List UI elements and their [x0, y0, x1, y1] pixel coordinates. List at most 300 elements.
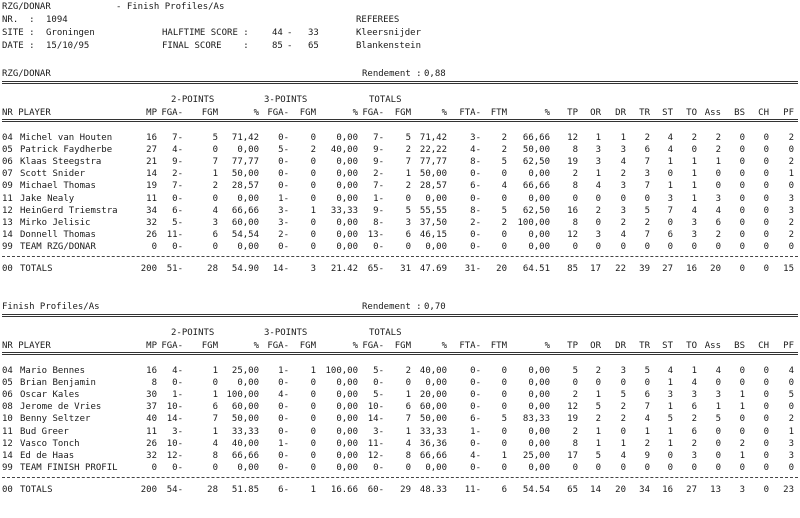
stat-ftp: 0,00 — [528, 230, 550, 240]
group-2-points: 2-POINTS — [171, 328, 215, 338]
stat-dr: 1 — [620, 439, 626, 449]
stat-fgm2: 6 — [212, 230, 218, 240]
stat-fgm: 5 — [405, 206, 411, 216]
stat-or: 0 — [595, 218, 601, 228]
report-subtitle: - Finish Profiles/As — [116, 2, 225, 12]
stat-fgm3: 0 — [310, 439, 316, 449]
stat-fgm: 6 — [405, 402, 411, 412]
header-to: TO — [686, 108, 697, 118]
stat-tr: 7 — [644, 157, 650, 167]
stat-fgm2: 1 — [212, 427, 218, 437]
header-fta: FTA- — [459, 108, 481, 118]
stat-st: 0 — [667, 451, 673, 461]
stat-pct2: 66,66 — [231, 451, 259, 461]
stat-ftp: 0,00 — [528, 378, 550, 388]
stat-ass: 0 — [715, 242, 721, 252]
stat-pct2: 51.85 — [231, 485, 259, 495]
stat-tr: 7 — [644, 230, 650, 240]
stat-st: 7 — [667, 206, 673, 216]
stat-fgm: 5 — [405, 133, 411, 143]
stat-dr: 1 — [620, 133, 626, 143]
group-3-points: 3-POINTS — [264, 95, 308, 105]
header-pct: % — [352, 108, 358, 118]
player-number: 07 — [2, 169, 13, 179]
stat-fga: 7- — [373, 133, 384, 143]
minutes-played: 26 — [146, 439, 157, 449]
stat-st: 3 — [667, 194, 673, 204]
stat-fgm: 0 — [405, 194, 411, 204]
rendement-label: Rendement : — [362, 69, 422, 79]
stat-dr: 3 — [620, 366, 626, 376]
stat-fga2: 2- — [172, 169, 183, 179]
stat-fgm: 7 — [405, 414, 411, 424]
stat-fga2: 11- — [166, 230, 183, 240]
stat-pct: 37,50 — [419, 218, 447, 228]
stat-tp: 0 — [572, 194, 578, 204]
minutes-played: 11 — [146, 427, 157, 437]
stat-ass: 3 — [715, 390, 721, 400]
header-ftm: FTM — [490, 341, 507, 351]
stat-ftp: 0,00 — [528, 169, 550, 179]
stat-pf: 3 — [788, 194, 794, 204]
stat-fgm3: 0 — [310, 242, 316, 252]
stat-or: 2 — [595, 206, 601, 216]
stat-bs: 0 — [739, 194, 745, 204]
stat-ch: 0 — [763, 230, 769, 240]
stat-fgm3: 0 — [310, 378, 316, 388]
stat-fgm3: 0 — [310, 463, 316, 473]
header-dr: DR — [615, 108, 626, 118]
stat-ftm: 0 — [501, 366, 507, 376]
stat-tr: 2 — [644, 218, 650, 228]
stat-fgm: 7 — [405, 157, 411, 167]
header-fgm: FGM — [394, 341, 411, 351]
player-name: Michel van Houten — [20, 133, 113, 143]
stat-or: 5 — [595, 402, 601, 412]
stat-fga2: 7- — [172, 133, 183, 143]
header-ch: CH — [758, 108, 769, 118]
stat-dr: 4 — [620, 157, 626, 167]
stat-ass: 20 — [710, 264, 721, 274]
stat-fta: 0- — [470, 378, 481, 388]
stat-ch: 0 — [763, 463, 769, 473]
totals-divider — [2, 256, 798, 257]
stat-st: 1 — [667, 402, 673, 412]
stat-dr: 0 — [620, 194, 626, 204]
stat-ass: 3 — [715, 194, 721, 204]
stat-tr: 1 — [644, 427, 650, 437]
stat-pct2: 0,00 — [237, 242, 259, 252]
player-name: Donnell Thomas — [20, 230, 96, 240]
stat-fta: 1- — [470, 427, 481, 437]
stat-to: 1 — [691, 181, 697, 191]
stat-fta: 0- — [470, 230, 481, 240]
stat-or: 1 — [595, 169, 601, 179]
stat-st: 1 — [667, 157, 673, 167]
stat-pct3: 0,00 — [336, 181, 358, 191]
stat-ftm: 2 — [501, 145, 507, 155]
stat-tp: 8 — [572, 145, 578, 155]
stat-fga3: 0- — [278, 451, 289, 461]
stat-ftm: 6 — [501, 485, 507, 495]
player-name: Ed de Haas — [20, 451, 75, 461]
stat-st: 4 — [667, 145, 673, 155]
header-fgm: FGM — [201, 108, 218, 118]
stat-fgm2: 1 — [212, 366, 218, 376]
stat-ch: 0 — [763, 181, 769, 191]
stat-or: 3 — [595, 145, 601, 155]
stat-ch: 0 — [763, 439, 769, 449]
stat-fga3: 0- — [278, 463, 289, 473]
stat-st: 1 — [667, 439, 673, 449]
stat-fta: 11- — [464, 485, 481, 495]
player-number: 00 — [2, 264, 13, 274]
stat-ass: 2 — [715, 145, 721, 155]
stat-fgm: 0 — [405, 242, 411, 252]
stat-ftm: 20 — [496, 264, 507, 274]
stat-tr: 9 — [644, 451, 650, 461]
stat-to: 16 — [686, 264, 697, 274]
stat-pf: 5 — [788, 390, 794, 400]
stat-fgm2: 28 — [207, 264, 218, 274]
stat-or: 1 — [595, 390, 601, 400]
stat-tr: 3 — [644, 169, 650, 179]
minutes-played: 37 — [146, 402, 157, 412]
header-fga: FGA- — [267, 108, 289, 118]
stat-fga: 14- — [367, 414, 384, 424]
stat-to: 27 — [686, 485, 697, 495]
player-name: HeinGerd Triemstra — [20, 206, 118, 216]
stat-pct3: 100,00 — [325, 366, 358, 376]
stat-fga3: 0- — [278, 242, 289, 252]
stat-ftp: 0,00 — [528, 194, 550, 204]
stat-or: 2 — [595, 414, 601, 424]
stat-tp: 65 — [567, 485, 578, 495]
stat-fga3: 0- — [278, 402, 289, 412]
rendement-value: 0,88 — [424, 69, 446, 79]
stat-ass: 2 — [715, 230, 721, 240]
stat-fta: 6- — [470, 414, 481, 424]
stat-pct2: 60,00 — [231, 218, 259, 228]
stat-fgm3: 1 — [310, 485, 316, 495]
stat-pct3: 0,00 — [336, 169, 358, 179]
player-number: 14 — [2, 230, 13, 240]
stat-ch: 0 — [763, 218, 769, 228]
stat-fgm3: 0 — [310, 390, 316, 400]
stat-pct3: 33,33 — [330, 206, 358, 216]
group-3-points: 3-POINTS — [264, 328, 308, 338]
site-label: SITE : — [2, 28, 35, 38]
stat-fga2: 10- — [166, 439, 183, 449]
minutes-played: 32 — [146, 451, 157, 461]
minutes-played: 16 — [146, 133, 157, 143]
stat-tp: 19 — [567, 414, 578, 424]
header-ch: CH — [758, 341, 769, 351]
stat-st: 0 — [667, 169, 673, 179]
stat-or: 1 — [595, 427, 601, 437]
stat-pct3: 0,00 — [336, 133, 358, 143]
stat-dr: 4 — [620, 230, 626, 240]
stat-ch: 0 — [763, 414, 769, 424]
stat-to: 3 — [691, 230, 697, 240]
stat-fga: 3- — [373, 427, 384, 437]
group-2-points: 2-POINTS — [171, 95, 215, 105]
stat-dr: 5 — [620, 390, 626, 400]
stat-ass: 6 — [715, 218, 721, 228]
player-name: TEAM FINISH PROFIL — [20, 463, 118, 473]
stat-pct: 77,77 — [419, 157, 447, 167]
stat-ftp: 0,00 — [528, 402, 550, 412]
stat-ftp: 100,00 — [517, 218, 550, 228]
header-pct: % — [352, 341, 358, 351]
stat-pct: 20,00 — [419, 390, 447, 400]
stat-ftm: 0 — [501, 390, 507, 400]
group-totals: TOTALS — [369, 95, 402, 105]
stat-fga: 0- — [373, 378, 384, 388]
stat-fgm3: 1 — [310, 366, 316, 376]
stat-to: 1 — [691, 169, 697, 179]
minutes-played: 0 — [151, 463, 157, 473]
stat-pf: 4 — [788, 366, 794, 376]
stat-fga3: 3- — [278, 206, 289, 216]
header-fga: FGA- — [161, 341, 183, 351]
stat-fga3: 14- — [272, 264, 289, 274]
stat-ftm: 5 — [501, 414, 507, 424]
stat-fga3: 0- — [278, 133, 289, 143]
referee-2: Blankenstein — [356, 41, 422, 51]
player-number: 09 — [2, 181, 13, 191]
stat-tr: 6 — [644, 145, 650, 155]
stat-st: 27 — [662, 264, 673, 274]
player-name: Klaas Steegstra — [20, 157, 102, 167]
stat-fga3: 6- — [278, 485, 289, 495]
stat-pct2: 77,77 — [231, 157, 259, 167]
stat-dr: 3 — [620, 181, 626, 191]
stat-tp: 8 — [572, 439, 578, 449]
header-pct: % — [253, 108, 259, 118]
stat-fgm2: 0 — [212, 463, 218, 473]
stat-fga2: 3- — [172, 427, 183, 437]
stat-ch: 0 — [763, 133, 769, 143]
stat-fta: 0- — [470, 366, 481, 376]
stat-tp: 12 — [567, 402, 578, 412]
stat-fgm2: 4 — [212, 439, 218, 449]
stat-pct: 71,42 — [419, 133, 447, 143]
stat-fga: 9- — [373, 145, 384, 155]
stat-fga2: 1- — [172, 390, 183, 400]
stat-pct: 33,33 — [419, 427, 447, 437]
player-number: 99 — [2, 242, 13, 252]
stat-pct3: 0,00 — [336, 378, 358, 388]
minutes-played: 8 — [151, 378, 157, 388]
player-number: 11 — [2, 194, 13, 204]
stat-fga: 5- — [373, 390, 384, 400]
minutes-played: 11 — [146, 194, 157, 204]
stat-tp: 2 — [572, 169, 578, 179]
header-pct: % — [544, 341, 550, 351]
stat-ftm: 0 — [501, 169, 507, 179]
stat-fgm3: 0 — [310, 133, 316, 143]
stat-pf: 3 — [788, 451, 794, 461]
minutes-played: 26 — [146, 230, 157, 240]
player-number: 10 — [2, 414, 13, 424]
referee-1: Kleersnijder — [356, 28, 422, 38]
stat-bs: 0 — [739, 206, 745, 216]
header-ass: Ass — [704, 341, 721, 351]
stat-ftp: 66,66 — [522, 181, 550, 191]
stat-pct3: 0,00 — [336, 402, 358, 412]
stat-dr: 2 — [620, 218, 626, 228]
stat-ftp: 0,00 — [528, 427, 550, 437]
stat-ftm: 4 — [501, 181, 507, 191]
final-score-label: FINAL SCORE : — [162, 41, 249, 51]
stat-dr: 0 — [620, 242, 626, 252]
stat-to: 1 — [691, 194, 697, 204]
stat-pct3: 0,00 — [336, 451, 358, 461]
stat-fgm2: 6 — [212, 402, 218, 412]
stat-ch: 0 — [763, 169, 769, 179]
stat-ch: 0 — [763, 427, 769, 437]
player-number: 12 — [2, 439, 13, 449]
stat-fga3: 3- — [278, 218, 289, 228]
stat-tr: 7 — [644, 402, 650, 412]
stat-to: 3 — [691, 451, 697, 461]
stat-ftp: 62,50 — [522, 157, 550, 167]
stat-fga: 11- — [367, 439, 384, 449]
stat-ftp: 0,00 — [528, 366, 550, 376]
stat-bs: 0 — [739, 414, 745, 424]
stat-fta: 4- — [470, 451, 481, 461]
rendement-label: Rendement : — [362, 302, 422, 312]
stat-ch: 0 — [763, 378, 769, 388]
stat-pct: 50,00 — [419, 414, 447, 424]
stat-or: 0 — [595, 463, 601, 473]
player-name: Scott Snider — [20, 169, 86, 179]
stat-ftm: 0 — [501, 463, 507, 473]
stat-dr: 20 — [615, 485, 626, 495]
stat-pf: 1 — [788, 169, 794, 179]
stat-tr: 5 — [644, 206, 650, 216]
stat-fta: 8- — [470, 157, 481, 167]
stat-pct3: 0,00 — [336, 439, 358, 449]
stat-pct3: 0,00 — [336, 157, 358, 167]
stat-fgm2: 1 — [212, 169, 218, 179]
stat-fga: 0- — [373, 463, 384, 473]
stat-bs: 0 — [739, 264, 745, 274]
stat-ftm: 5 — [501, 206, 507, 216]
player-number: 06 — [2, 390, 13, 400]
stat-pf: 2 — [788, 218, 794, 228]
stat-ch: 0 — [763, 206, 769, 216]
stat-fga2: 0- — [172, 463, 183, 473]
stat-to: 2 — [691, 414, 697, 424]
stat-bs: 0 — [739, 218, 745, 228]
stat-fgm: 2 — [405, 145, 411, 155]
stat-pct: 66,66 — [419, 451, 447, 461]
stat-fga: 10- — [367, 402, 384, 412]
stat-st: 6 — [667, 230, 673, 240]
player-name: Jerome de Vries — [20, 402, 102, 412]
header-tp: TP — [567, 108, 578, 118]
player-number: 14 — [2, 451, 13, 461]
stat-fga2: 5- — [172, 218, 183, 228]
stat-fga3: 1- — [278, 194, 289, 204]
player-name: Mirko Jelisic — [20, 218, 91, 228]
stat-fta: 4- — [470, 145, 481, 155]
stat-fgm: 4 — [405, 439, 411, 449]
stat-fga: 8- — [373, 218, 384, 228]
header-fgm: FGM — [299, 108, 316, 118]
double-rule — [2, 352, 798, 355]
header-ftm: FTM — [490, 108, 507, 118]
stat-pct3: 0,00 — [336, 194, 358, 204]
stat-pf: 0 — [788, 145, 794, 155]
stat-pct2: 54,54 — [231, 230, 259, 240]
stat-fga2: 9- — [172, 157, 183, 167]
site-value: Groningen — [46, 28, 95, 38]
stat-pct2: 100,00 — [226, 390, 259, 400]
stat-fga2: 54- — [166, 485, 183, 495]
stat-bs: 0 — [739, 427, 745, 437]
stat-ass: 0 — [715, 451, 721, 461]
stat-fgm3: 2 — [310, 145, 316, 155]
stat-st: 0 — [667, 218, 673, 228]
stat-dr: 0 — [620, 427, 626, 437]
stat-fga2: 4- — [172, 145, 183, 155]
stat-pct3: 0,00 — [336, 414, 358, 424]
stat-fga: 5- — [373, 366, 384, 376]
stat-tp: 12 — [567, 133, 578, 143]
stat-fga3: 0- — [278, 378, 289, 388]
minutes-played: 19 — [146, 181, 157, 191]
stat-fga3: 0- — [278, 414, 289, 424]
stat-tr: 0 — [644, 463, 650, 473]
stat-pf: 15 — [783, 264, 794, 274]
header-mp: MP — [146, 108, 157, 118]
stat-tp: 19 — [567, 157, 578, 167]
stat-ass: 4 — [715, 206, 721, 216]
stat-pct2: 50,00 — [231, 414, 259, 424]
stat-to: 0 — [691, 145, 697, 155]
stat-pct2: 0,00 — [237, 145, 259, 155]
stat-fga2: 6- — [172, 206, 183, 216]
stat-pct: 47.69 — [419, 264, 447, 274]
stat-fga: 0- — [373, 242, 384, 252]
stat-fga2: 0- — [172, 194, 183, 204]
stat-st: 3 — [667, 390, 673, 400]
stat-pct: 48.33 — [419, 485, 447, 495]
stat-tp: 0 — [572, 378, 578, 388]
stat-or: 3 — [595, 157, 601, 167]
stat-pf: 0 — [788, 242, 794, 252]
stat-fgm2: 8 — [212, 451, 218, 461]
stat-dr: 0 — [620, 463, 626, 473]
stat-to: 2 — [691, 439, 697, 449]
stat-or: 0 — [595, 194, 601, 204]
stat-dr: 2 — [620, 414, 626, 424]
stat-tp: 0 — [572, 242, 578, 252]
stat-st: 16 — [662, 485, 673, 495]
stat-pct2: 28,57 — [231, 181, 259, 191]
stat-tr: 0 — [644, 242, 650, 252]
header-nr-player: NR PLAYER — [2, 341, 51, 351]
header-ass: Ass — [704, 108, 721, 118]
stat-bs: 0 — [739, 133, 745, 143]
header-or: OR — [590, 341, 601, 351]
stat-pct: 0,00 — [425, 378, 447, 388]
player-name: Brian Benjamin — [20, 378, 96, 388]
header-bs: BS — [734, 108, 745, 118]
